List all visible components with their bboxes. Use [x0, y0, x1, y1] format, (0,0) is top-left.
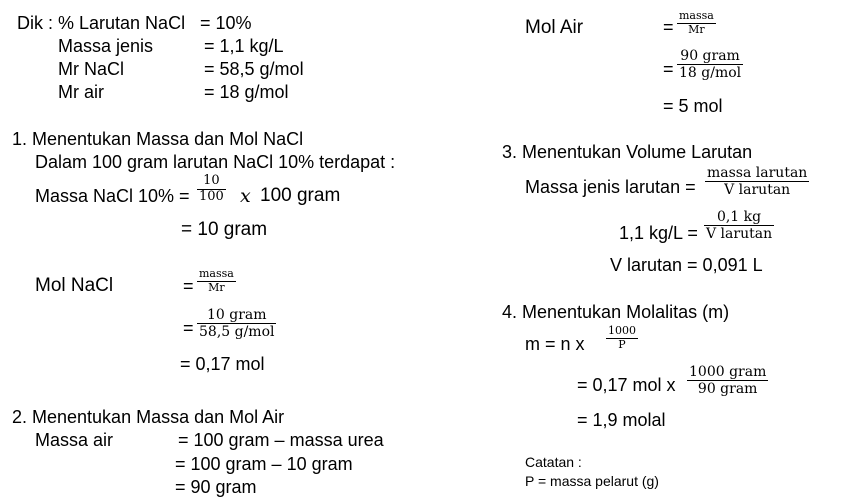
step1-mol-result: = 0,17 mol	[180, 354, 265, 374]
fraction-numerator: massa larutan	[707, 165, 808, 181]
step1-mass-label: Massa NaCl 10% =	[35, 186, 190, 206]
step4-heading: 4. Menentukan Molalitas (m)	[502, 302, 730, 322]
step2-mass-line-2: = 100 gram – 10 gram	[175, 454, 353, 474]
given-prefix: Dik :	[17, 13, 53, 33]
equals-sign: =	[663, 17, 674, 37]
fraction-denominator: V larutan	[724, 182, 791, 199]
step1-mass-times-value: 100 gram	[260, 185, 341, 206]
fraction-denominator: P	[618, 337, 626, 351]
given-value-mr-nacl: = 58,5 g/mol	[204, 59, 304, 79]
step1-mol-label: Mol NaCl	[35, 275, 114, 296]
given-value-concentration: = 10%	[200, 13, 252, 33]
step1-intro: Dalam 100 gram larutan NaCl 10% terdapat :	[35, 152, 396, 172]
equals-sign: =	[183, 276, 194, 296]
fraction-denominator: 100	[199, 188, 224, 204]
fraction-numerator: massa	[199, 267, 234, 280]
given-label-mr-nacl: Mr NaCl	[58, 59, 124, 79]
fraction-denominator: V larutan	[706, 226, 773, 243]
step2-mass-line-3: = 90 gram	[175, 477, 257, 497]
step2-mol-fraction-2	[677, 48, 743, 81]
step2-mass-line-1: = 100 gram – massa urea	[178, 430, 384, 450]
step2-mol-fraction-1	[677, 10, 716, 36]
fraction-denominator: 90 gram	[697, 381, 758, 398]
fraction-denominator: 58,5 g/mol	[199, 324, 275, 341]
step4-fraction-1	[606, 325, 638, 351]
step3-heading: 3. Menentukan Volume Larutan	[502, 142, 753, 162]
step2-mol-label: Mol Air	[525, 17, 584, 38]
times-symbol: x	[240, 185, 251, 207]
fraction-denominator: 18 g/mol	[679, 65, 742, 82]
step3-fraction-1	[705, 165, 809, 198]
step3-density-label: Massa jenis larutan =	[525, 177, 696, 197]
fraction-denominator: Mr	[688, 22, 705, 36]
step3-volume-result: V larutan = 0,091 L	[610, 255, 763, 275]
step1-mass-fraction	[197, 174, 226, 205]
fraction-numerator: 1000	[608, 324, 636, 337]
given-label-density: Massa jenis	[58, 36, 154, 56]
step4-result: = 1,9 molal	[577, 410, 666, 430]
step2-mol-result: = 5 mol	[663, 96, 723, 116]
step1-heading: 1. Menentukan Massa dan Mol NaCl	[12, 129, 304, 149]
given-value-mr-air: = 18 g/mol	[204, 82, 289, 102]
fraction-numerator: massa	[679, 9, 714, 22]
step4-formula-label: m = n x	[525, 334, 585, 354]
step2-mass-label: Massa air	[35, 430, 114, 450]
given-value-density: = 1,1 kg/L	[204, 36, 284, 56]
fraction-numerator: 10	[203, 173, 220, 188]
step3-fraction-2	[704, 209, 774, 242]
step3-density-value: 1,1 kg/L =	[619, 223, 698, 243]
given-label-mr-air: Mr air	[58, 82, 104, 102]
fraction-numerator: 1000 gram	[689, 364, 767, 380]
step2-heading: 2. Menentukan Massa dan Mol Air	[12, 407, 285, 427]
equals-sign: =	[183, 318, 194, 338]
fraction-numerator: 10 gram	[206, 307, 267, 323]
equals-sign: =	[663, 59, 674, 79]
note-title: Catatan :	[525, 454, 582, 470]
step1-mol-fraction-2	[197, 307, 276, 340]
step1-mol-fraction-1	[197, 268, 236, 294]
fraction-denominator: Mr	[208, 280, 225, 294]
given-label-concentration: % Larutan NaCl	[58, 13, 186, 33]
step4-line-2-label: = 0,17 mol x	[577, 375, 676, 395]
step4-fraction-2	[687, 364, 768, 397]
note-text: P = massa pelarut (g)	[525, 473, 659, 489]
fraction-numerator: 90 gram	[680, 48, 740, 64]
step1-mass-result: = 10 gram	[181, 219, 268, 240]
fraction-numerator: 0,1 kg	[716, 209, 762, 225]
